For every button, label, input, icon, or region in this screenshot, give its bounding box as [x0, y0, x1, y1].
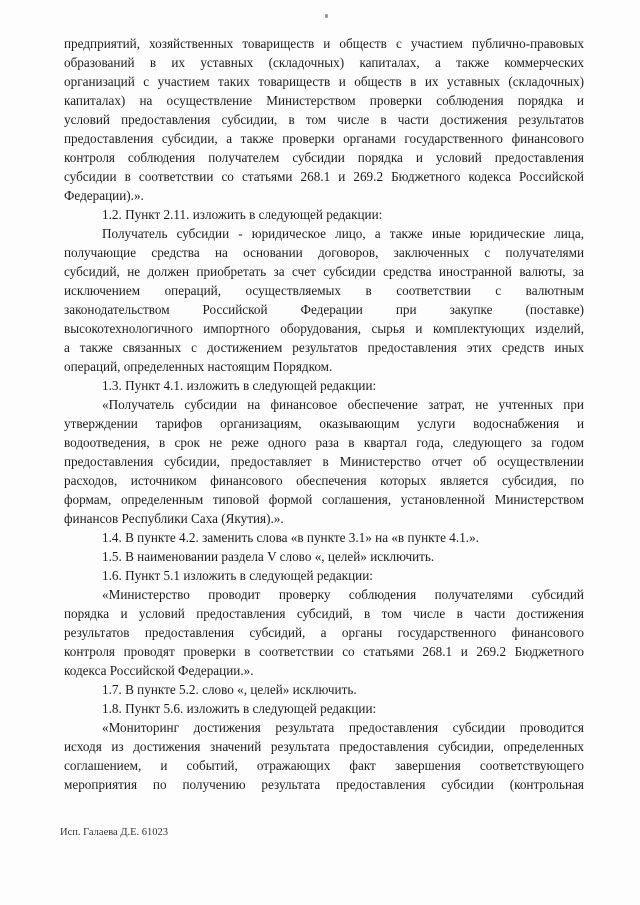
text-line: Получатель субсидии - юридическое лицо, а также иные юридические лица,: [102, 226, 584, 241]
text-line: исходя из достижения значений результата предоставления субсидии, определенных: [64, 739, 584, 754]
scan-speck: [325, 14, 328, 18]
text-line: 1.2. Пункт 2.11. изложить в следующей редакции:: [102, 207, 383, 222]
executor-footnote: Исп. Галаева Д.Е. 61023: [60, 827, 169, 838]
text-line: «Министерство проводит проверку соблюдения получателями субсидий: [102, 587, 584, 602]
text-line: условий предоставления субсидии, в том числе в части достижения результатов: [64, 112, 584, 127]
text-line: исключением операций, осуществляемых в соответствии с валютным: [64, 283, 584, 298]
text-line: предприятий, хозяйственных товариществ и обществ с участием публично-правовых: [64, 36, 584, 51]
text-line: финансов Республики Саха (Якутия).».: [64, 511, 284, 526]
text-line: получающие средства на основании договоров, заключенных с получателями: [64, 245, 584, 260]
text-line: формам, определенным типовой формой соглашения, установленной Министерством: [64, 492, 584, 507]
text-line: капиталах) на осуществление Министерством проверки соблюдения порядка и: [64, 93, 584, 108]
text-line: операций, определенных настоящим Порядком.: [64, 359, 333, 374]
text-line: «Мониторинг достижения результата предоставления субсидии проводится: [102, 720, 584, 735]
text-line: контроля соблюдения получателем субсидии порядка и условий предоставления: [64, 150, 584, 165]
text-line: образований в их уставных (складочных) капиталах, а также коммерческих: [64, 55, 584, 70]
text-line: 1.6. Пункт 5.1 изложить в следующей редакции:: [102, 568, 373, 583]
text-line: субсидии в соответствии со статьями 268.1 и 269.2 Бюджетного кодекса Российской: [64, 169, 584, 184]
text-line: предоставления субсидии, предоставляет в Министерство отчет об осуществлении: [64, 454, 584, 469]
text-line: «Получатель субсидии на финансовое обеспечение затрат, не учтенных при: [102, 397, 584, 412]
text-line: высокотехнологичного импортного оборудования, сырья и комплектующих изделий,: [64, 321, 584, 336]
text-line: законодательством Российской Федерации при закупке (поставке): [64, 302, 584, 317]
text-line: мероприятия по получению результата предоставления субсидии (контрольная: [64, 777, 584, 792]
text-line: кодекса Российской Федерации.».: [64, 663, 254, 678]
text-line: соглашением, и событий, отражающих факт завершения соответствующего: [64, 758, 584, 773]
text-line: 1.8. Пункт 5.6. изложить в следующей редакции:: [102, 701, 377, 716]
text-line: Федерации).».: [64, 188, 144, 203]
text-line: субсидий, не должен приобретать за счет субсидии средства иностранной валюты, за: [64, 264, 584, 279]
text-line: 1.5. В наименовании раздела V слово «, целей» исключить.: [102, 549, 435, 564]
text-line: 1.3. Пункт 4.1. изложить в следующей редакции:: [102, 378, 377, 393]
text-line: утверждении тарифов организациям, оказывающим услуги водоснабжения и: [64, 416, 584, 431]
text-line: водоотведения, в срок не реже одного раза в квартал года, следующего за годом: [64, 435, 584, 450]
text-line: организаций с участием таких товариществ и обществ в их уставных (складочных): [64, 74, 584, 89]
text-line: расходов, источником финансового обеспечения которых является субсидия, по: [64, 473, 584, 488]
document-body: [64, 34, 584, 794]
text-line: а также связанных с достижением результатов предоставления этих средств иных: [64, 340, 584, 355]
text-line: предоставления субсидии, а также проверки органами государственного финансового: [64, 131, 584, 146]
text-line: 1.4. В пункте 4.2. заменить слова «в пункте 3.1» на «в пункте 4.1.».: [102, 530, 479, 545]
text-line: 1.7. В пункте 5.2. слово «, целей» исключить.: [102, 682, 357, 697]
text-line: результатов предоставления субсидий, а органы государственного финансового: [64, 625, 584, 640]
text-line: порядка и условий предоставления субсидий, в том числе в части достижения: [64, 606, 584, 621]
text-line: контроля проводят проверки в соответствии со статьями 268.1 и 269.2 Бюджетного: [64, 644, 584, 659]
